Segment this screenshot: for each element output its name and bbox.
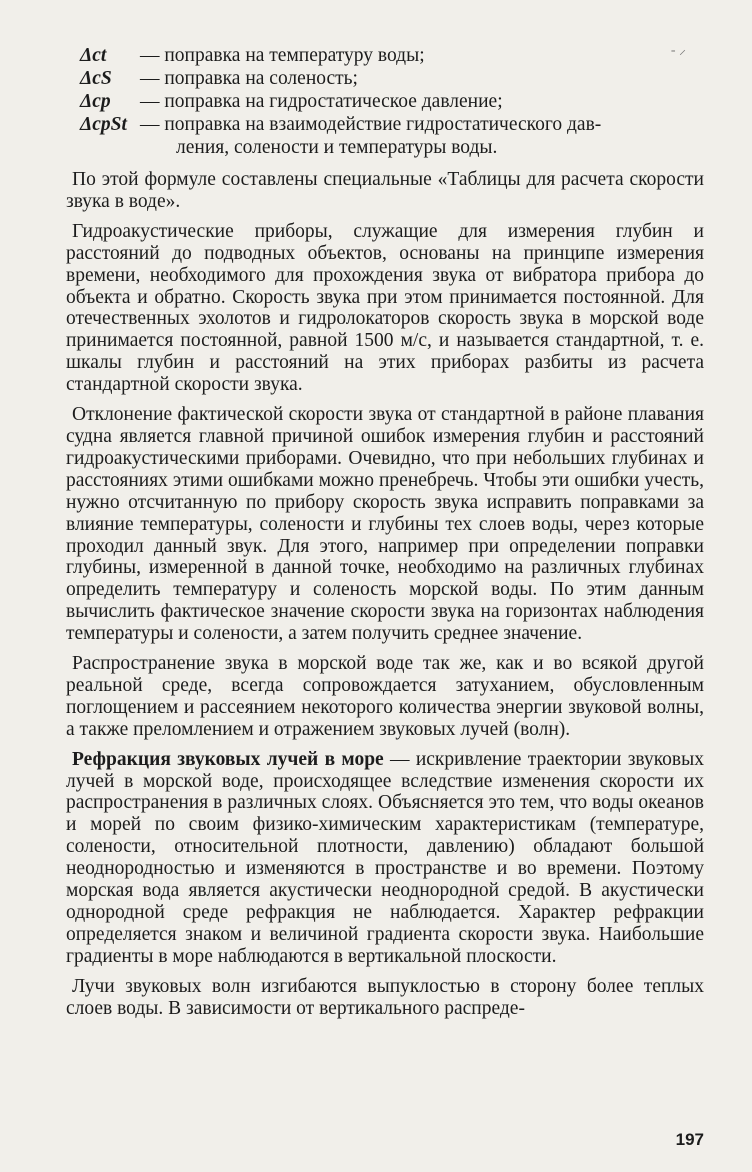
refraction-text: — искривление траектории звуковых лучей в морской воде, происходящее вследствие изменения скорости их распространения в различных слоях. Объясняется это тем, что воды океанов и морей по своим физико-химическим характеристикам (температуре, солености, относительной плотности, давлению) обладают большой неоднородностью и изменяются в пространстве и во времени. Поэтому морская вода является акустически неоднородной средой. В акустически однородной среде рефракция не наблюдается. Характер рефракции определяется знаком и величиной градиента скорости звука. Наибольшие градиенты в море наблюдаются в вертикальной плоскости. xyxy=(66,748,704,967)
definition-row xyxy=(80,113,704,136)
bold-term: Рефракция звуковых лучей в море xyxy=(72,748,384,770)
definition-row xyxy=(80,90,704,113)
definition-symbol: ΔcpSt xyxy=(80,114,127,135)
paragraph: Гидроакустические приборы, служащие для измерения глубин и расстояний до подводных объектов, основаны на принципе измерения времени, необходимого для прохождения звука от вибратора прибора до объекта и обратно. Скорость звука при этом принимается постоянной. Для отечественных эхолотов и гидролокаторов скорость звука в морской воде принимается постоянной, равной 1500 м/с, и называется стандартной, т. е. шкалы глубин и расстояний на этих приборах разбиты из расчета стандартной скорости звука. xyxy=(66,220,704,396)
definition-row xyxy=(80,136,704,159)
paragraph: Распространение звука в морской воде так же, как и во всякой другой реальной среде, всегда сопровождается затуханием, обусловленным поглощением и рассеянием некоторого количества энергии звуковой волны, а также преломлением и отражением звуковых лучей (волн). xyxy=(66,653,704,740)
definition-symbol: Δcp xyxy=(80,91,111,112)
definition-text: — поправка на взаимодействие гидростатического дав- xyxy=(140,114,602,135)
definition-text: — поправка на гидростатическое давление; xyxy=(140,91,503,112)
definition-continuation: ления, солености и температуры воды. xyxy=(176,137,498,158)
paragraph: Лучи звуковых волн изгибаются выпуклостью в сторону более теплых слоев воды. В зависимости от вертикального распреде- xyxy=(66,975,704,1019)
page-number: 197 xyxy=(675,1130,704,1149)
definition-text: — поправка на соленость; xyxy=(140,68,358,89)
definition-symbol: Δct xyxy=(80,45,107,66)
paragraph: Отклонение фактической скорости звука от стандартной в районе плавания судна является главной причиной ошибок измерения глубин и расстояний гидроакустическими приборами. Очевидно, что при небольших глубинах и расстояниях этими ошибками можно пренебречь. Чтобы эти ошибки учесть, нужно отсчитанную по прибору скорость звука исправить поправками за влияние температуры, солености и глубины тех слоев воды, через которые проходил данный звук. Для этого, например при определении поправки глубины, измеренной в данной точке, необходимо на различных глубинах определить температуру и соленость морской воды. По этим данным вычислить фактическое значение скорости звука на горизонтах наблюдения температуры и солености, а затем получить среднее значение. xyxy=(66,404,704,645)
definition-row xyxy=(80,67,704,90)
definitions-list xyxy=(80,44,704,159)
corner-mark: - ⸝ xyxy=(670,43,686,58)
paragraph: По этой формуле составлены специальные «Таблицы для расчета скорости звука в воде». xyxy=(66,169,704,212)
definition-symbol: ΔcS xyxy=(80,68,112,89)
paragraph-refraction xyxy=(66,749,704,968)
definition-row xyxy=(80,44,704,67)
definition-text: — поправка на температуру воды; xyxy=(140,45,425,66)
